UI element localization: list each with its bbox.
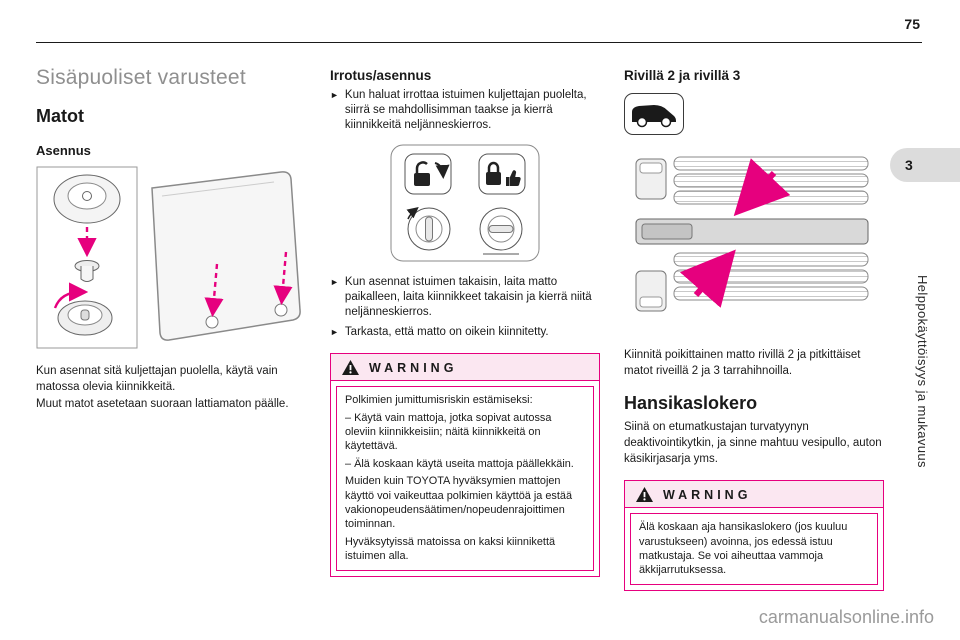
section-heading-rivilla: Rivillä 2 ja rivillä 3 — [624, 68, 741, 83]
lock-unlock-diagram — [390, 144, 540, 262]
chapter-tab — [890, 148, 960, 182]
warning-line: Muiden kuin TOYOTA hyväksymien mattojen käyttö voi vaikeuttaa polkimien käyttöä ja estää vakionopeudensäätimen/nopeudenrajoittimen toiminnan. — [345, 475, 573, 531]
warning-box — [330, 353, 600, 576]
chapter-vertical-label: Helppokäyttöisyys ja mukavuus — [915, 275, 930, 468]
instruction-bullet — [330, 275, 600, 321]
warning-line: Älä koskaan aja hansikaslokero (jos kuuluu varustukseen) avoinna, jos edessä istuu matkustaja. Se voi aiheuttaa vammoja äkkijarrutuksessa. — [639, 521, 848, 577]
bullet-text: Kun haluat irrottaa istuimen kuljettajan puolelta, siirrä se mahdollisimman taakse ja kierrä kiinnikkeitä neljänneskierros. — [344, 89, 587, 132]
header-rule — [36, 42, 922, 43]
warning-body — [336, 386, 594, 570]
warning-title: WARNING — [663, 487, 752, 502]
row-seats-diagram — [624, 149, 882, 331]
van-icon — [630, 100, 678, 128]
vehicle-variant-pictogram — [624, 93, 684, 135]
paragraph: Muut matot asetetaan suoraan lattiamaton päälle. — [36, 398, 289, 411]
page-title: Sisäpuoliset varusteet — [36, 66, 246, 89]
paragraph: Kun asennat sitä kuljettajan puolella, käytä vain matossa olevia kiinnikkeitä. — [36, 365, 278, 393]
bullet-text: Tarkasta, että matto on oikein kiinnitetty. — [344, 326, 549, 339]
warning-line: – Käytä vain mattoja, jotka sopivat autossa oleviin kiinnikkeisiin; näitä kiinnikkeitä on käytettävä. — [345, 411, 552, 453]
warning-box — [624, 480, 884, 591]
lock-unlock-figure — [330, 144, 600, 267]
warning-line: – Älä koskaan käytä useita mattoja päällekkäin. — [345, 457, 574, 470]
instruction-bullet — [330, 325, 600, 340]
figure-caption: Kiinnitä poikittainen matto rivillä 2 ja pitkittäiset matot riveillä 2 ja 3 tarrahihnoilla. — [624, 349, 861, 377]
chapter-number: 3 — [905, 157, 913, 173]
mat-fastener-diagram — [36, 166, 304, 349]
warning-triangle-icon — [341, 359, 360, 376]
warning-triangle-icon — [635, 486, 654, 503]
arrow-bullet-icon: ► — [330, 327, 339, 338]
mat-installation-figure — [36, 166, 304, 354]
section-heading-hansikaslokero: Hansikaslokero — [624, 393, 758, 414]
middle-column — [330, 60, 600, 577]
warning-title: WARNING — [369, 360, 458, 375]
arrow-bullet-icon: ► — [330, 90, 339, 100]
bullet-text: Kun asennat istuimen takaisin, laita matto paikalleen, laita kiinnikkeet takaisin ja kierrä niitä neljänneskierros. — [344, 275, 592, 318]
paragraph: Siinä on etumatkustajan turvatyynyn deaktivointikytkin, ja sinne mahtuu vesipullo, auton käsikirjasarja yms. — [624, 421, 882, 465]
rows-mats-figure — [624, 149, 884, 336]
section-heading-matot: Matot — [36, 106, 84, 126]
watermark: carmanualsonline.info — [758, 607, 934, 627]
left-column — [36, 60, 304, 413]
warning-header — [625, 481, 883, 508]
arrow-bullet-icon: ► — [330, 276, 339, 287]
page-number: 75 — [904, 16, 920, 32]
warning-line: Polkimien jumittumisriskin estämiseksi: — [345, 394, 533, 407]
warning-header — [331, 354, 599, 381]
subsection-heading-asennus: Asennus — [36, 143, 91, 158]
instruction-bullet — [330, 88, 600, 134]
warning-body — [630, 513, 878, 585]
section-heading-irrotus: Irrotus/asennus — [330, 68, 432, 83]
warning-line: Hyväksytyissä matoissa on kaksi kiinnikettä istuimen alla. — [345, 535, 556, 563]
right-column — [624, 60, 884, 591]
